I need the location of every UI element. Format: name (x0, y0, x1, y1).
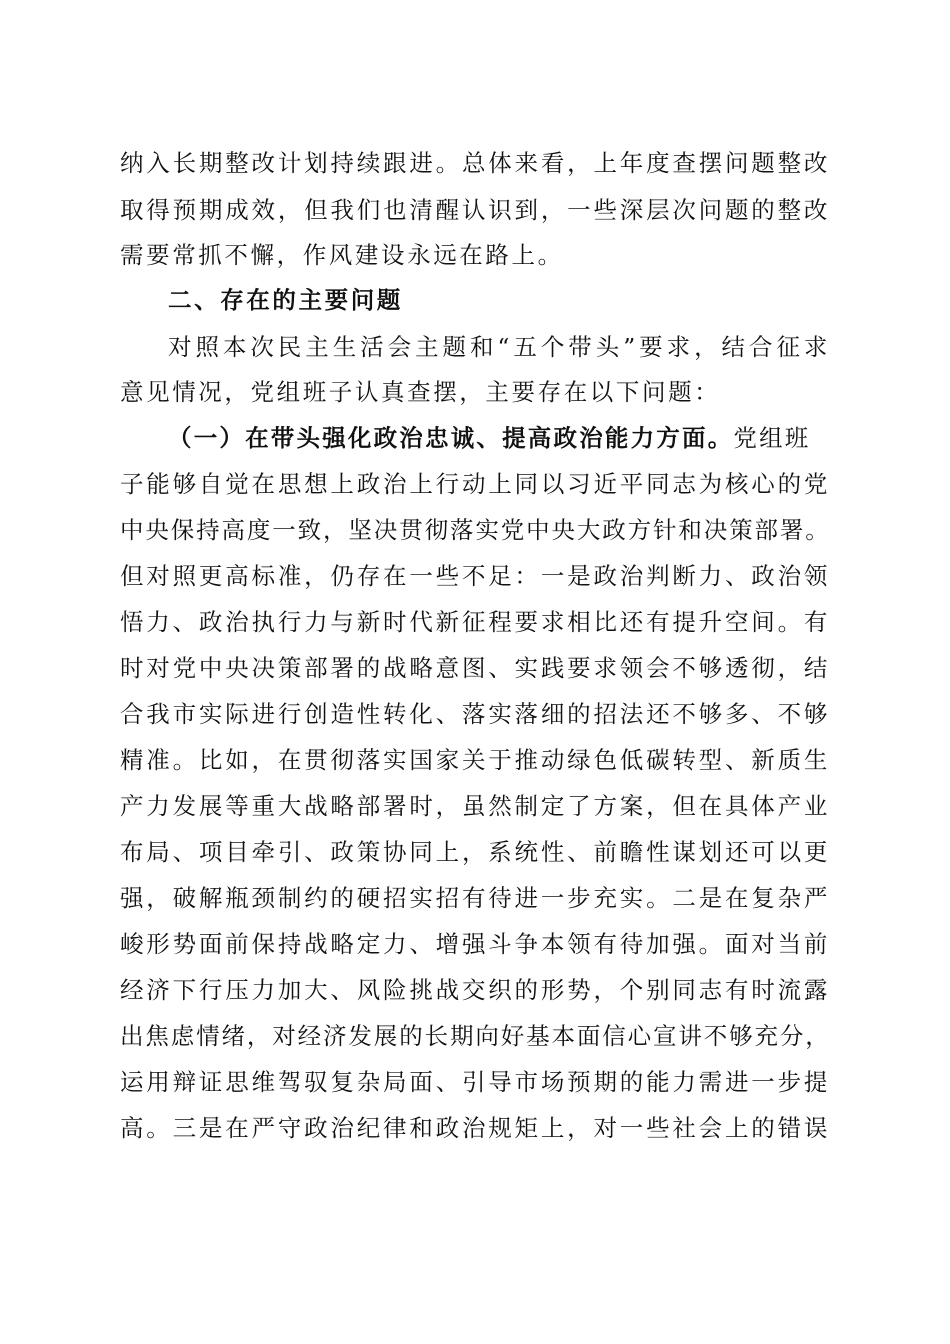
subsection-line (168, 418, 830, 458)
paragraph-line: 需要常抓不懈，作风建设永远在路上。 (120, 241, 564, 269)
paragraph-line: 产力发展等重大战略部署时，虽然制定了方案，但在具体产业 (120, 792, 830, 820)
paragraph-line: 子能够自觉在思想上政治上行动上同以习近平同志为核心的党 (120, 470, 830, 498)
paragraph-line: 出焦虑情绪，对经济发展的长期向好基本面信心宣讲不够充分， (120, 1022, 830, 1050)
paragraph-line: 高。三是在严守政治纪律和政治规矩上，对一些社会上的错误 (120, 1114, 830, 1142)
paragraph-line: 但对照更高标准，仍存在一些不足：一是政治判断力、政治领 (120, 562, 830, 590)
paragraph-line: 对照本次民主生活会主题和“五个带头”要求，结合征求 (168, 333, 830, 361)
paragraph-line: 意见情况，党组班子认真查摆，主要存在以下问题： (120, 378, 721, 406)
subsection-heading: （一）在带头强化政治忠诚、提高政治能力方面。 (168, 424, 734, 452)
paragraph-line: 悟力、政治执行力与新时代新征程要求相比还有提升空间。有 (120, 608, 830, 636)
paragraph-line: 经济下行压力加大、风险挑战交织的形势，个别同志有时流露 (120, 976, 830, 1004)
paragraph-line: 运用辩证思维驾驭复杂局面、引导市场预期的能力需进一步提 (120, 1068, 830, 1096)
paragraph-line: 峻形势面前保持战略定力、增强斗争本领有待加强。面对当前 (120, 930, 830, 958)
paragraph-line: 纳入长期整改计划持续跟进。总体来看，上年度查摆问题整改 (120, 149, 830, 177)
paragraph-text: 党组班 (733, 424, 811, 452)
paragraph-line: 合我市实际进行创造性转化、落实落细的招法还不够多、不够 (120, 700, 830, 728)
paragraph-line: 强，破解瓶颈制约的硬招实招有待进一步充实。二是在复杂严 (120, 884, 830, 912)
section-heading: 二、存在的主要问题 (168, 286, 403, 314)
paragraph-line: 取得预期成效，但我们也清醒认识到，一些深层次问题的整改 (120, 196, 830, 224)
paragraph-line: 精准。比如，在贯彻落实国家关于推动绿色低碳转型、新质生 (120, 746, 830, 774)
paragraph-line: 时对党中央决策部署的战略意图、实践要求领会不够透彻，结 (120, 654, 830, 682)
paragraph-line: 中央保持高度一致，坚决贯彻落实党中央大政方针和决策部署。 (120, 516, 830, 544)
paragraph-line: 布局、项目牵引、政策协同上，系统性、前瞻性谋划还可以更 (120, 838, 830, 866)
